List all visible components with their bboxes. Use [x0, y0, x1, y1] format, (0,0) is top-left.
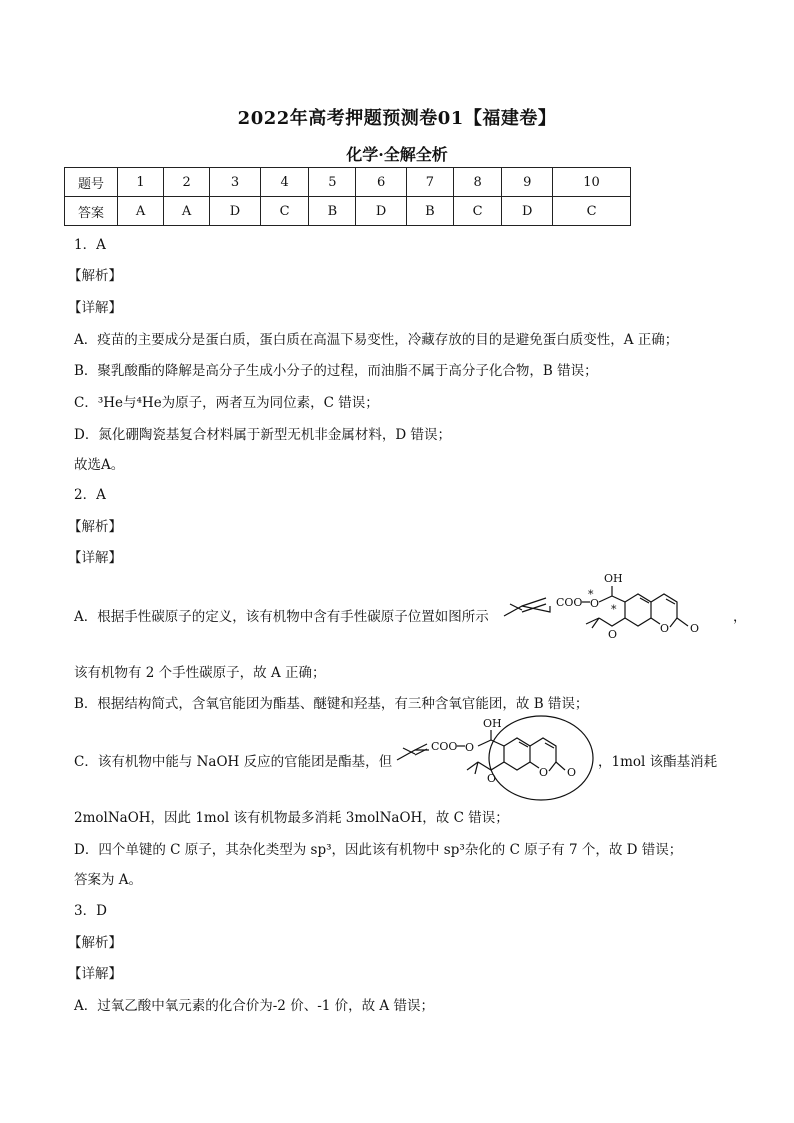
- q2-heading: 2．A: [74, 487, 106, 503]
- q2-option-a-tail: ，: [733, 609, 747, 625]
- hydroxyl-label: OH: [604, 572, 623, 585]
- row-label-answer: 答案: [65, 197, 118, 226]
- lactone-o-label: O: [660, 622, 670, 635]
- molecule-structure-chiral: [500, 568, 730, 652]
- table-cell: C: [553, 197, 631, 226]
- q1-xiangjie: 【详解】: [68, 300, 122, 316]
- table-cell: C: [260, 197, 309, 226]
- ring-o-label: O: [487, 772, 497, 785]
- q1-conclusion: 故选A。: [74, 457, 125, 473]
- q2-option-a-line1: A．根据手性碳原子的定义，该有机物中含有手性碳原子位置如图所示: [74, 609, 489, 625]
- answer-table-row-numbers: [65, 168, 631, 197]
- page-title: 2022年高考押题预测卷01【福建卷】: [237, 108, 557, 129]
- q1-option-c: C．³He与⁴He为原子，两者互为同位素，C 错误；: [74, 395, 379, 411]
- q2-jiexi: 【解析】: [68, 519, 122, 535]
- lactone-o-label: O: [539, 766, 549, 779]
- q2-option-c-tail: ，1mol 该酯基消耗: [598, 754, 718, 770]
- table-cell: D: [356, 197, 407, 226]
- q3-option-a: A．过氧乙酸中氧元素的化合价为-2 价、-1 价，故 A 错误；: [74, 998, 434, 1014]
- q3-heading: 3．D: [74, 903, 107, 919]
- hydroxyl-label: OH: [483, 717, 502, 730]
- q2-option-c-line1: C．该有机物中能与 NaOH 反应的官能团是酯基，但: [74, 754, 393, 770]
- table-cell: C: [453, 197, 502, 226]
- ester-o-label: O: [590, 597, 600, 610]
- q2-option-b: B．根据结构简式，含氧官能团为酯基、醚键和羟基，有三种含氧官能团，故 B 错误；: [74, 696, 589, 712]
- q1-option-a: A．疫苗的主要成分是蛋白质，蛋白质在高温下易变性，冷藏存放的目的是避免蛋白质变性，A 正确；: [74, 332, 679, 348]
- table-cell: 10: [553, 168, 631, 197]
- table-cell: 1: [118, 168, 164, 197]
- table-cell: 9: [502, 168, 553, 197]
- table-cell: B: [407, 197, 454, 226]
- table-cell: D: [502, 197, 553, 226]
- q1-option-b: B．聚乳酸酯的降解是高分子生成小分子的过程，而油脂不属于高分子化合物，B 错误；: [74, 363, 598, 379]
- ester-o-label: O: [465, 741, 475, 754]
- answer-table: [64, 167, 631, 226]
- q3-jiexi: 【解析】: [68, 935, 122, 951]
- row-label-number: 题号: [65, 168, 118, 197]
- molecule-structure-circled: [393, 712, 595, 802]
- q2-option-d: D．四个单键的 C 原子，其杂化类型为 sp³，因此该有机物中 sp³杂化的 C 原子有 7 个，故 D 错误；: [74, 842, 683, 858]
- table-cell: 8: [453, 168, 502, 197]
- carbonyl-o-label: O: [690, 622, 700, 635]
- q3-xiangjie: 【详解】: [68, 966, 122, 982]
- table-cell: D: [210, 197, 261, 226]
- table-cell: A: [118, 197, 164, 226]
- table-cell: 3: [210, 168, 261, 197]
- coo-label: COO: [431, 740, 458, 753]
- q2-conclusion: 答案为 A。: [74, 872, 143, 888]
- table-cell: 6: [356, 168, 407, 197]
- ring-o-label: O: [608, 628, 618, 641]
- table-cell: 5: [309, 168, 356, 197]
- answer-table-row-answers: [65, 197, 631, 226]
- page-subtitle: 化学·全解全析: [346, 145, 448, 164]
- q1-heading: 1．A: [74, 237, 106, 253]
- chiral-star-1: *: [588, 588, 594, 601]
- carbonyl-o-label: O: [567, 766, 577, 779]
- chiral-star-2: *: [611, 603, 617, 616]
- table-cell: A: [164, 197, 210, 226]
- q1-option-d: D．氮化硼陶瓷基复合材料属于新型无机非金属材料，D 错误；: [74, 427, 451, 443]
- q2-xiangjie: 【详解】: [68, 550, 122, 566]
- q1-jiexi: 【解析】: [68, 268, 122, 284]
- table-cell: 4: [260, 168, 309, 197]
- q2-option-c-line2: 2molNaOH，因此 1mol 该有机物最多消耗 3molNaOH，故 C 错误；: [74, 810, 509, 826]
- coo-label: COO: [556, 596, 583, 609]
- table-cell: B: [309, 197, 356, 226]
- table-cell: 7: [407, 168, 454, 197]
- table-cell: 2: [164, 168, 210, 197]
- q2-option-a-line2: 该有机物有 2 个手性碳原子，故 A 正确；: [74, 665, 326, 681]
